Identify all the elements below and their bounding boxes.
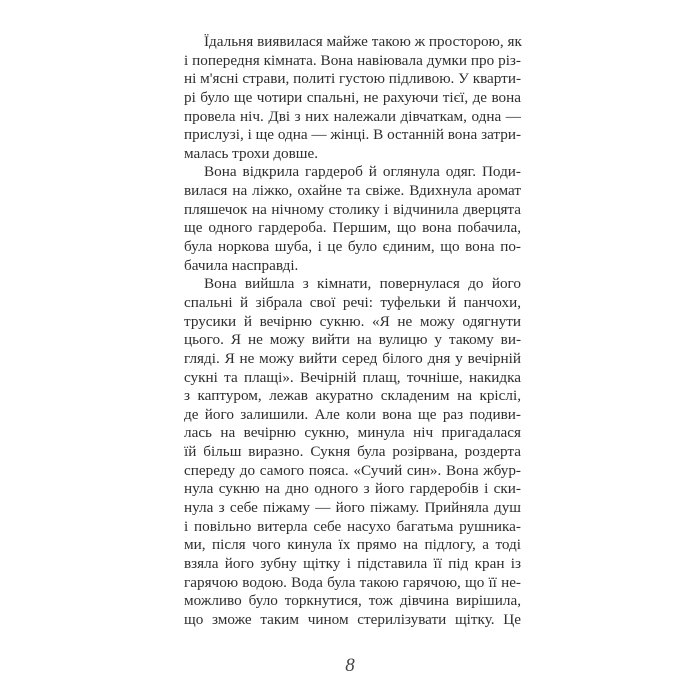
text-line: де його залишили. Але коли вона ще раз подиви- [184, 405, 521, 423]
text-line: що зможе таким чином стерилізувати щітку. Це [184, 610, 521, 628]
text-line: рі було ще чотири спальні, не рахуючи тієї, де вона [184, 88, 521, 106]
text-line: ми, після чого кинула їх прямо на підлогу, а тоді [184, 536, 521, 554]
text-line: провела ніч. Дві з них належали дівчаткам, одна — [184, 107, 521, 125]
text-line: Вона відкрила гардероб й оглянула одяг. Поди- [204, 163, 521, 181]
text-line: була норкова шуба, і це було єдиним, що вона по- [184, 238, 521, 256]
text-line: малась трохи довше. [184, 144, 319, 162]
text-line: спальні й зібрала свої речі: туфельки й панчохи, [184, 293, 521, 311]
text-line: нула з себе піжаму — його піжаму. Прийняла душ [184, 499, 521, 517]
paragraph [184, 163, 521, 275]
text-line: можливо було торкнутися, тож дівчина вирішила, [184, 592, 521, 610]
text-line: гарячою водою. Вода була такою гарячою, що її не- [184, 573, 521, 591]
text-line: Вона вийшла з кімнати, повернулася до його [204, 275, 521, 293]
text-line: сукні та плащі». Вечірній плащ, точніше, накидка [184, 368, 521, 386]
body-text [184, 33, 521, 630]
text-line: лась на вечірню сукню, минула ніч пригадалася [184, 424, 521, 442]
text-line: і повільно витерла себе насухо багатьма рушника- [184, 517, 521, 535]
paragraph [184, 33, 521, 163]
text-line: нула сукню на дно одного з його гардеробів і ски- [184, 480, 521, 498]
text-line: прислузі, і ще одна — жінці. В останній вона затри- [184, 126, 522, 144]
text-line: спереду до самого пояса. «Сучий син». Вона жбур- [184, 461, 521, 479]
text-line: трусики й вечірню сукню. «Я не можу одягнути [184, 312, 521, 330]
text-line: їй більш виразно. Сукня була розірвана, роздерта [184, 443, 521, 461]
text-line: пляшечок на нічному столику і відчинила дверцята [184, 200, 521, 218]
text-line: з каптуром, лежав акуратно складеним на кріслі, [184, 387, 521, 405]
page-number: 8 [345, 655, 355, 676]
text-line: вилася на ліжко, охайне та свіже. Вдихнула аромат [184, 182, 521, 200]
paragraph [184, 275, 521, 629]
text-line: взяла його зубну щітку і підставила її під кран із [184, 554, 521, 572]
text-line: ні м'ясні страви, политі густою підливою. У кварти- [184, 70, 522, 88]
text-line: гляді. Я не можу вийти серед білого дня у вечірній [184, 349, 521, 367]
text-line: Їдальня виявилася майже такою ж просторою, як [204, 33, 522, 50]
text-line: бачила насправді. [184, 256, 299, 274]
text-line: і попередня кімната. Вона навіювала думки про різ- [184, 51, 521, 69]
text-line: цього. Я не можу вийти на вулицю у такому ви- [184, 331, 521, 349]
text-line: ще одного гардероба. Першим, що вона побачила, [184, 219, 521, 237]
